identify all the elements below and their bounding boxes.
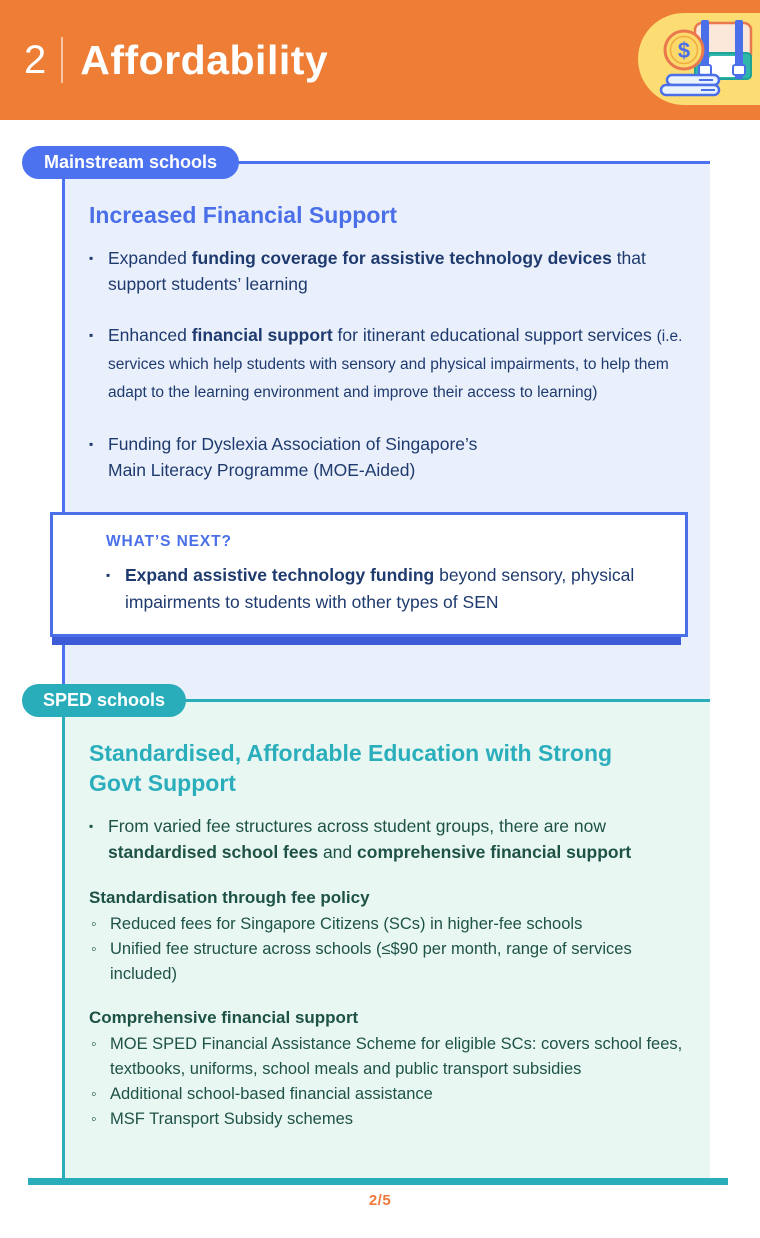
bullet-dyslexia-funding: ▪ Funding for Dyslexia Association of Singapore’s Main Literacy Programme (MOE-Aided): [89, 431, 686, 483]
bullet-itinerant-support: ▪ Enhanced financial support for itinerant educational support services (i.e. services which help students with sensory and physical impairments, to help them adapt to the learning environment and improve their access to learning): [89, 322, 686, 406]
bullet-assistive-tech-funding: ▪ Expanded funding coverage for assistive technology devices that support students’ learning: [89, 245, 686, 297]
whats-next-box: [50, 512, 688, 637]
item-unified-fees: ◦ Unified fee structure across schools (≤$90 per month, range of services included): [89, 937, 686, 987]
dollar-sign-glyph: $: [677, 38, 691, 63]
item-msf-transport: ◦ MSF Transport Subsidy schemes: [89, 1107, 686, 1132]
item-reduced-fees: ◦ Reduced fees for Singapore Citizens (SCs) in higher-fee schools: [89, 912, 686, 937]
sped-heading: Standardised, Affordable Education with Strong Govt Support: [89, 740, 613, 796]
page-indicator: 2/5: [368, 1192, 392, 1209]
header-divider: [61, 37, 63, 83]
whats-next-bullet-list: [106, 562, 667, 616]
tag-mainstream-schools: Mainstream schools: [22, 146, 239, 179]
bullet-expand-assistive-funding: ▪ Expand assistive technology funding beyond sensory, physical impairments to students with other types of SEN: [106, 562, 667, 616]
subsection-fee-policy: [89, 886, 686, 987]
item-moe-fas: ◦ MOE SPED Financial Assistance Scheme for eligible SCs: covers school fees, textbooks, uniforms, school meals and public transport subsidies: [89, 1032, 686, 1082]
whats-next-heading: WHAT’S NEXT?: [106, 533, 232, 550]
mainstream-bullet-list: [89, 245, 686, 483]
mainstream-heading: Increased Financial Support: [89, 202, 398, 228]
bullet-standardised-fees: ▪ From varied fee structures across student groups, there are now standardised school fees and comprehensive financial support: [89, 813, 686, 865]
subsection-financial-support: [89, 1006, 686, 1132]
money-books-icon-art: [657, 20, 755, 98]
financial-support-list: [89, 1032, 686, 1132]
item-school-based-assistance: ◦ Additional school-based financial assistance: [89, 1082, 686, 1107]
sped-panel: [62, 699, 710, 1178]
page-header: [0, 0, 760, 120]
whats-next-box-shadow: [52, 637, 681, 645]
fee-policy-heading: Standardisation through fee policy: [89, 888, 370, 907]
fee-policy-list: [89, 912, 686, 987]
section-number: 2: [24, 37, 47, 82]
page-title: Affordability: [80, 36, 329, 83]
sped-bullet-list: [89, 813, 686, 865]
tag-sped-schools: SPED schools: [22, 684, 186, 717]
money-books-icon: [638, 13, 760, 105]
bottom-accent-bar: [28, 1178, 728, 1185]
financial-support-heading: Comprehensive financial support: [89, 1008, 359, 1027]
